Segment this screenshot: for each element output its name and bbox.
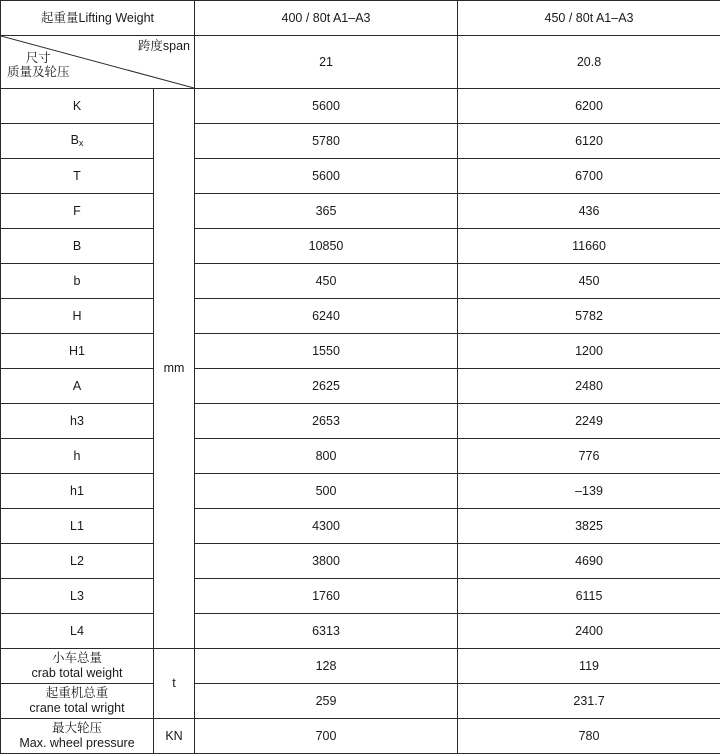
crane-weight-label: [1, 684, 154, 719]
value-2: 6115: [458, 579, 720, 614]
table-row: [1, 614, 720, 649]
value-2: 4690: [458, 544, 720, 579]
value-1: 365: [195, 194, 458, 229]
unit-kn: KN: [154, 719, 195, 754]
value-1: 1550: [195, 334, 458, 369]
value-2: 2249: [458, 404, 720, 439]
value-1: 5600: [195, 159, 458, 194]
value-2: 776: [458, 439, 720, 474]
crab-weight-label-en: crab total weight: [1, 666, 153, 681]
value-1: 2625: [195, 369, 458, 404]
param-label: F: [1, 194, 154, 229]
table-row: [1, 159, 720, 194]
value-1: 5600: [195, 89, 458, 124]
value-1: 500: [195, 474, 458, 509]
wheel-pressure-value-1: 700: [195, 719, 458, 754]
dimension-label: [7, 51, 70, 80]
table-row: [1, 89, 720, 124]
crab-weight-value-2: 119: [458, 649, 720, 684]
table-row: [1, 299, 720, 334]
value-2: 436: [458, 194, 720, 229]
table-row: [1, 334, 720, 369]
value-2: 6120: [458, 124, 720, 159]
wheel-pressure-label-en: Max. wheel pressure: [1, 736, 153, 751]
param-label: L1: [1, 509, 154, 544]
table-row: [1, 404, 720, 439]
table-row: [1, 649, 720, 684]
param-label: L4: [1, 614, 154, 649]
value-2: –139: [458, 474, 720, 509]
param-label: A: [1, 369, 154, 404]
crab-weight-value-1: 128: [195, 649, 458, 684]
table-row: [1, 124, 720, 159]
table-row: [1, 579, 720, 614]
value-1: 450: [195, 264, 458, 299]
table-row: [1, 719, 720, 754]
dimension-label-line-2: 质量及轮压: [7, 65, 70, 79]
lifting-weight-label: 起重量Lifting Weight: [1, 1, 195, 36]
wheel-pressure-label-cn: 最大轮压: [1, 721, 153, 736]
value-2: 3825: [458, 509, 720, 544]
crane-weight-label-cn: 起重机总重: [1, 686, 153, 701]
value-1: 6240: [195, 299, 458, 334]
table-row: [1, 369, 720, 404]
value-2: 1200: [458, 334, 720, 369]
value-1: 1760: [195, 579, 458, 614]
span-label: 跨度span: [138, 39, 190, 54]
wheel-pressure-value-2: 780: [458, 719, 720, 754]
param-label: H: [1, 299, 154, 334]
diagonal-header-cell: [1, 36, 195, 89]
value-1: 4300: [195, 509, 458, 544]
header-row: [1, 1, 720, 36]
value-1: 2653: [195, 404, 458, 439]
param-label: [1, 124, 154, 159]
param-label: h3: [1, 404, 154, 439]
table-row: [1, 194, 720, 229]
table-row: [1, 509, 720, 544]
value-1: 10850: [195, 229, 458, 264]
param-subscript: x: [79, 138, 84, 148]
value-2: 5782: [458, 299, 720, 334]
param-label: H1: [1, 334, 154, 369]
param-label: h1: [1, 474, 154, 509]
value-2: 2480: [458, 369, 720, 404]
table-row: [1, 229, 720, 264]
span-row: [1, 36, 720, 89]
param-label: K: [1, 89, 154, 124]
crane-weight-label-en: crane total wright: [1, 701, 153, 716]
table-row: [1, 474, 720, 509]
value-1: 3800: [195, 544, 458, 579]
unit-mm: mm: [154, 89, 195, 649]
value-2: 6700: [458, 159, 720, 194]
param-label: B: [1, 229, 154, 264]
table-row: [1, 439, 720, 474]
table-row: [1, 684, 720, 719]
param-label: T: [1, 159, 154, 194]
param-label: b: [1, 264, 154, 299]
value-2: 6200: [458, 89, 720, 124]
crane-weight-value-2: 231.7: [458, 684, 720, 719]
value-1: 6313: [195, 614, 458, 649]
param-label: L3: [1, 579, 154, 614]
model-1-header: 400 / 80t A1–A3: [195, 1, 458, 36]
dimension-label-line-1: 尺寸: [7, 51, 70, 65]
value-1: 5780: [195, 124, 458, 159]
table-row: [1, 544, 720, 579]
crane-weight-value-1: 259: [195, 684, 458, 719]
param-label: h: [1, 439, 154, 474]
model-2-header: 450 / 80t A1–A3: [458, 1, 720, 36]
param-label: L2: [1, 544, 154, 579]
crab-weight-label: [1, 649, 154, 684]
value-1: 800: [195, 439, 458, 474]
value-2: 450: [458, 264, 720, 299]
crab-weight-label-cn: 小车总量: [1, 651, 153, 666]
param-main: B: [71, 133, 79, 147]
table-row: [1, 264, 720, 299]
value-2: 11660: [458, 229, 720, 264]
value-2: 2400: [458, 614, 720, 649]
span-value-1: 21: [195, 36, 458, 89]
unit-t: t: [154, 649, 195, 719]
wheel-pressure-label: [1, 719, 154, 754]
span-value-2: 20.8: [458, 36, 720, 89]
